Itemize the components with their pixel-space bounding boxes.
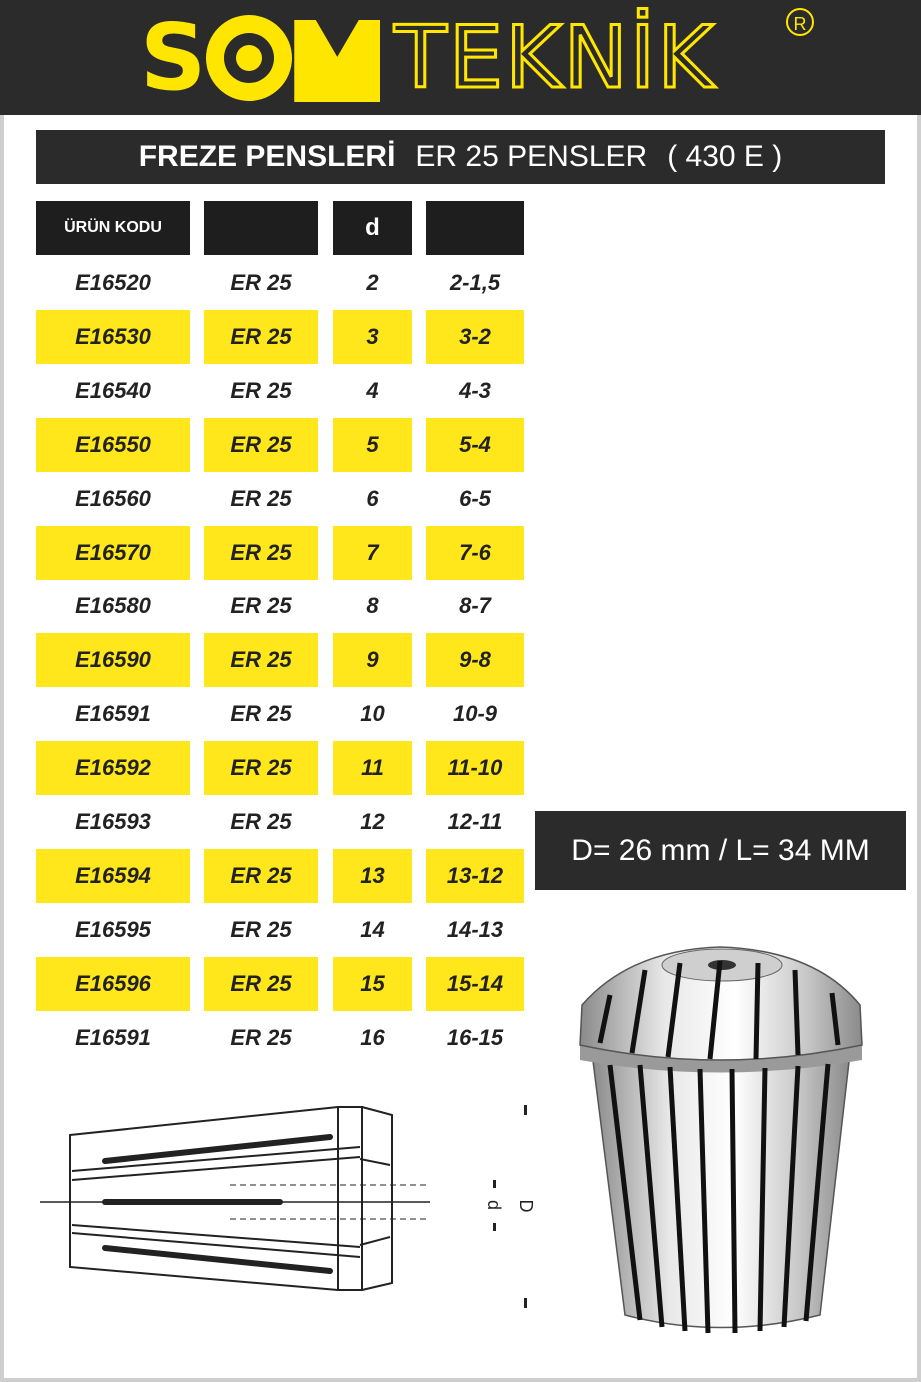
cell-range: 3-2 xyxy=(459,324,491,349)
cell-product-code: E16550 xyxy=(75,432,151,457)
title-product: ER 25 PENSLER xyxy=(415,140,648,173)
header-range xyxy=(426,201,524,255)
cell-d: 11 xyxy=(361,755,384,780)
cell-d: 16 xyxy=(360,1025,385,1050)
cell-product-code: E16591 xyxy=(75,1025,151,1050)
dim-label-d: d xyxy=(484,1199,504,1211)
logo-m-emblem xyxy=(294,20,380,102)
cell-type: ER 25 xyxy=(230,378,292,403)
cell-type: ER 25 xyxy=(230,324,292,349)
cell-product-code: E16560 xyxy=(75,486,151,511)
cell-d: 3 xyxy=(366,324,379,349)
cell-d: 10 xyxy=(360,701,385,726)
logo-teknik: TEKNİK xyxy=(394,8,716,108)
cell-product-code: E16570 xyxy=(75,540,151,565)
cell-type: ER 25 xyxy=(230,971,292,996)
logo-som: S xyxy=(140,8,380,108)
cell-d: 13 xyxy=(360,863,385,888)
cell-range: 12-11 xyxy=(447,809,503,834)
cell-type: ER 25 xyxy=(230,755,292,780)
header-d: d xyxy=(333,201,412,255)
cell-range: 4-3 xyxy=(459,378,491,403)
cell-type: ER 25 xyxy=(230,540,292,565)
brand-header xyxy=(0,0,921,115)
cell-product-code: E16595 xyxy=(75,917,151,942)
header-type xyxy=(204,201,318,255)
cell-product-code: E16593 xyxy=(75,809,151,834)
title-category: FREZE PENSLERİ xyxy=(138,140,396,173)
cell-range: 15-14 xyxy=(446,971,504,996)
cell-range: 6-5 xyxy=(459,486,491,511)
cell-range: 2-1,5 xyxy=(449,270,501,295)
cell-d: 6 xyxy=(366,486,379,511)
cell-range: 8-7 xyxy=(459,593,491,618)
cell-range: 14-13 xyxy=(446,917,504,942)
cell-type: ER 25 xyxy=(230,432,292,457)
cell-product-code: E16596 xyxy=(75,971,151,996)
header-product-code: ÜRÜN KODU xyxy=(36,201,190,255)
cell-type: ER 25 xyxy=(230,593,292,618)
cell-product-code: E16540 xyxy=(75,378,151,403)
cell-product-code: E16591 xyxy=(75,701,151,726)
cell-type: ER 25 xyxy=(230,647,292,672)
title-code: ( 430 E ) xyxy=(667,140,783,173)
cell-range: 10-9 xyxy=(452,701,498,726)
cell-product-code: E16520 xyxy=(75,270,151,295)
cell-type: ER 25 xyxy=(230,809,292,834)
cell-product-code: E16580 xyxy=(75,593,151,618)
collet-technical-drawing xyxy=(30,1085,550,1325)
cell-type: ER 25 xyxy=(230,270,292,295)
cell-type: ER 25 xyxy=(230,486,292,511)
cell-range: 11-10 xyxy=(447,755,503,780)
cell-range: 5-4 xyxy=(459,432,491,457)
cell-d: 2 xyxy=(366,270,379,295)
cell-range: 16-15 xyxy=(446,1025,504,1050)
cell-d: 8 xyxy=(366,593,379,618)
registered-mark-icon: R xyxy=(786,8,814,36)
cell-type: ER 25 xyxy=(230,1025,292,1050)
cell-d: 14 xyxy=(360,917,385,942)
dim-label-D: D xyxy=(516,1199,536,1213)
cell-d: 12 xyxy=(360,809,385,834)
cell-type: ER 25 xyxy=(230,863,292,888)
cell-product-code: E16530 xyxy=(75,324,151,349)
collet-product-image xyxy=(570,935,880,1340)
cell-d: 7 xyxy=(366,540,379,565)
cell-type: ER 25 xyxy=(230,917,292,942)
cell-d: 15 xyxy=(360,971,385,996)
cell-product-code: E16590 xyxy=(75,647,151,672)
dimension-note: D= 26 mm / L= 34 MM xyxy=(535,811,906,890)
cell-d: 5 xyxy=(366,432,379,457)
cell-product-code: E16594 xyxy=(75,863,151,888)
cell-d: 4 xyxy=(366,378,379,403)
cell-range: 9-8 xyxy=(459,647,491,672)
cell-range: 13-12 xyxy=(446,863,504,888)
cell-range: 7-6 xyxy=(459,540,491,565)
cell-type: ER 25 xyxy=(230,701,292,726)
logo-o-emblem xyxy=(206,15,292,101)
page-title xyxy=(36,130,885,184)
cell-d: 9 xyxy=(366,647,379,672)
somteknik-logo xyxy=(140,4,716,111)
cell-product-code: E16592 xyxy=(75,755,151,780)
